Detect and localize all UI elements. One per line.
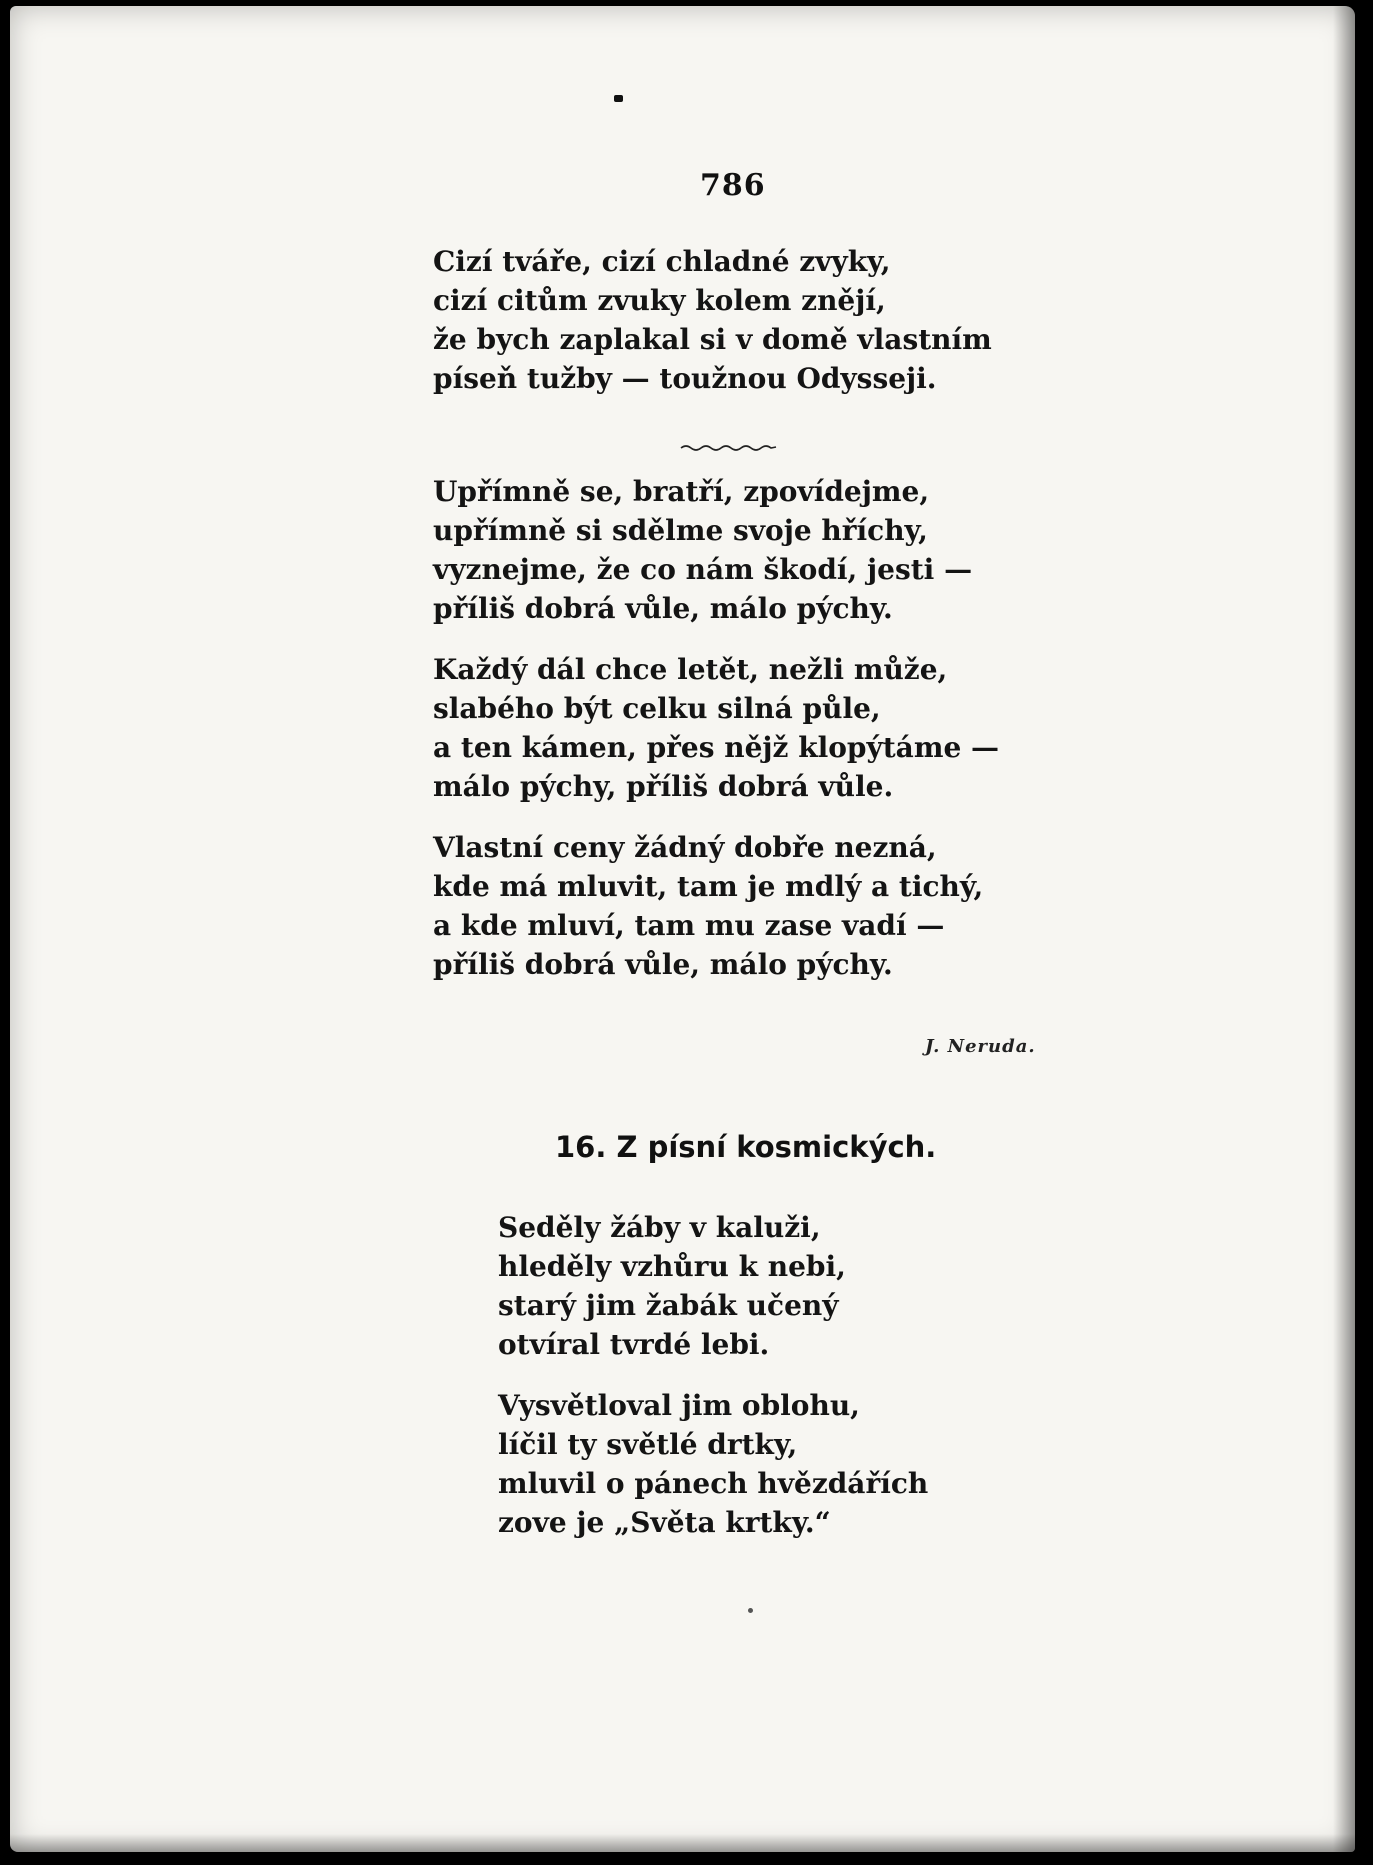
verse-line: a ten kámen, přes nějž klopýtáme — (433, 731, 1000, 764)
page-edge-shadow-bottom (10, 1834, 1355, 1852)
verse-line: píseň tužby — toužnou Odysseji. (433, 362, 937, 395)
stanza (433, 472, 999, 628)
stanza (433, 828, 999, 984)
print-speck (748, 1608, 753, 1613)
page-number: 786 (700, 168, 766, 203)
verse-line: kde má mluvit, tam je mdlý a tichý, (433, 870, 984, 903)
printer-mark (614, 95, 623, 102)
verse-line: příliš dobrá vůle, málo pýchy. (433, 948, 893, 981)
verse-line: Cizí tváře, cizí chladné zvyky, (433, 245, 891, 278)
verse-line: mluvil o pánech hvězdářích (498, 1467, 929, 1500)
verse-line: příliš dobrá vůle, málo pýchy. (433, 592, 893, 625)
poem-3 (498, 1208, 928, 1542)
verse-line: hleděly vzhůru k nebi, (498, 1250, 846, 1283)
verse-line: zove je „Světa krtky.“ (498, 1506, 831, 1539)
verse-line: málo pýchy, příliš dobrá vůle. (433, 770, 894, 803)
verse-line: starý jim žabák učený (498, 1289, 839, 1322)
verse-line: že bych zaplakal si v domě vlastním (433, 323, 992, 356)
verse-line: Vlastní ceny žádný dobře nezná, (433, 831, 937, 864)
verse-line: otvíral tvrdé lebi. (498, 1328, 770, 1361)
section-heading: 16. Z písní kosmických. (555, 1130, 937, 1164)
verse-line: Každý dál chce letět, nežli může, (433, 653, 948, 686)
stanza (498, 1386, 928, 1542)
verse-line: Seděly žáby v kaluži, (498, 1211, 821, 1244)
stanza (433, 242, 992, 398)
section-divider-ornament (680, 443, 777, 451)
poem-2 (433, 472, 999, 984)
verse-line: vyznejme, že co nám škodí, jesti — (433, 553, 973, 586)
verse-line: upřímně si sdělme svoje hříchy, (433, 514, 928, 547)
stanza (433, 650, 999, 806)
verse-line: Vysvětloval jim oblohu, (498, 1389, 860, 1422)
verse-line: slabého být celku silná půle, (433, 692, 881, 725)
verse-line: Upřímně se, bratří, zpovídejme, (433, 475, 930, 508)
verse-line: cizí citům zvuky kolem znějí, (433, 284, 886, 317)
verse-line: líčil ty světlé drtky, (498, 1428, 798, 1461)
author-signature: J. Neruda. (925, 1036, 1036, 1057)
poem-1 (433, 242, 992, 398)
stanza (498, 1208, 928, 1364)
verse-line: a kde mluví, tam mu zase vadí — (433, 909, 945, 942)
page-edge-shadow-right (1333, 6, 1355, 1852)
